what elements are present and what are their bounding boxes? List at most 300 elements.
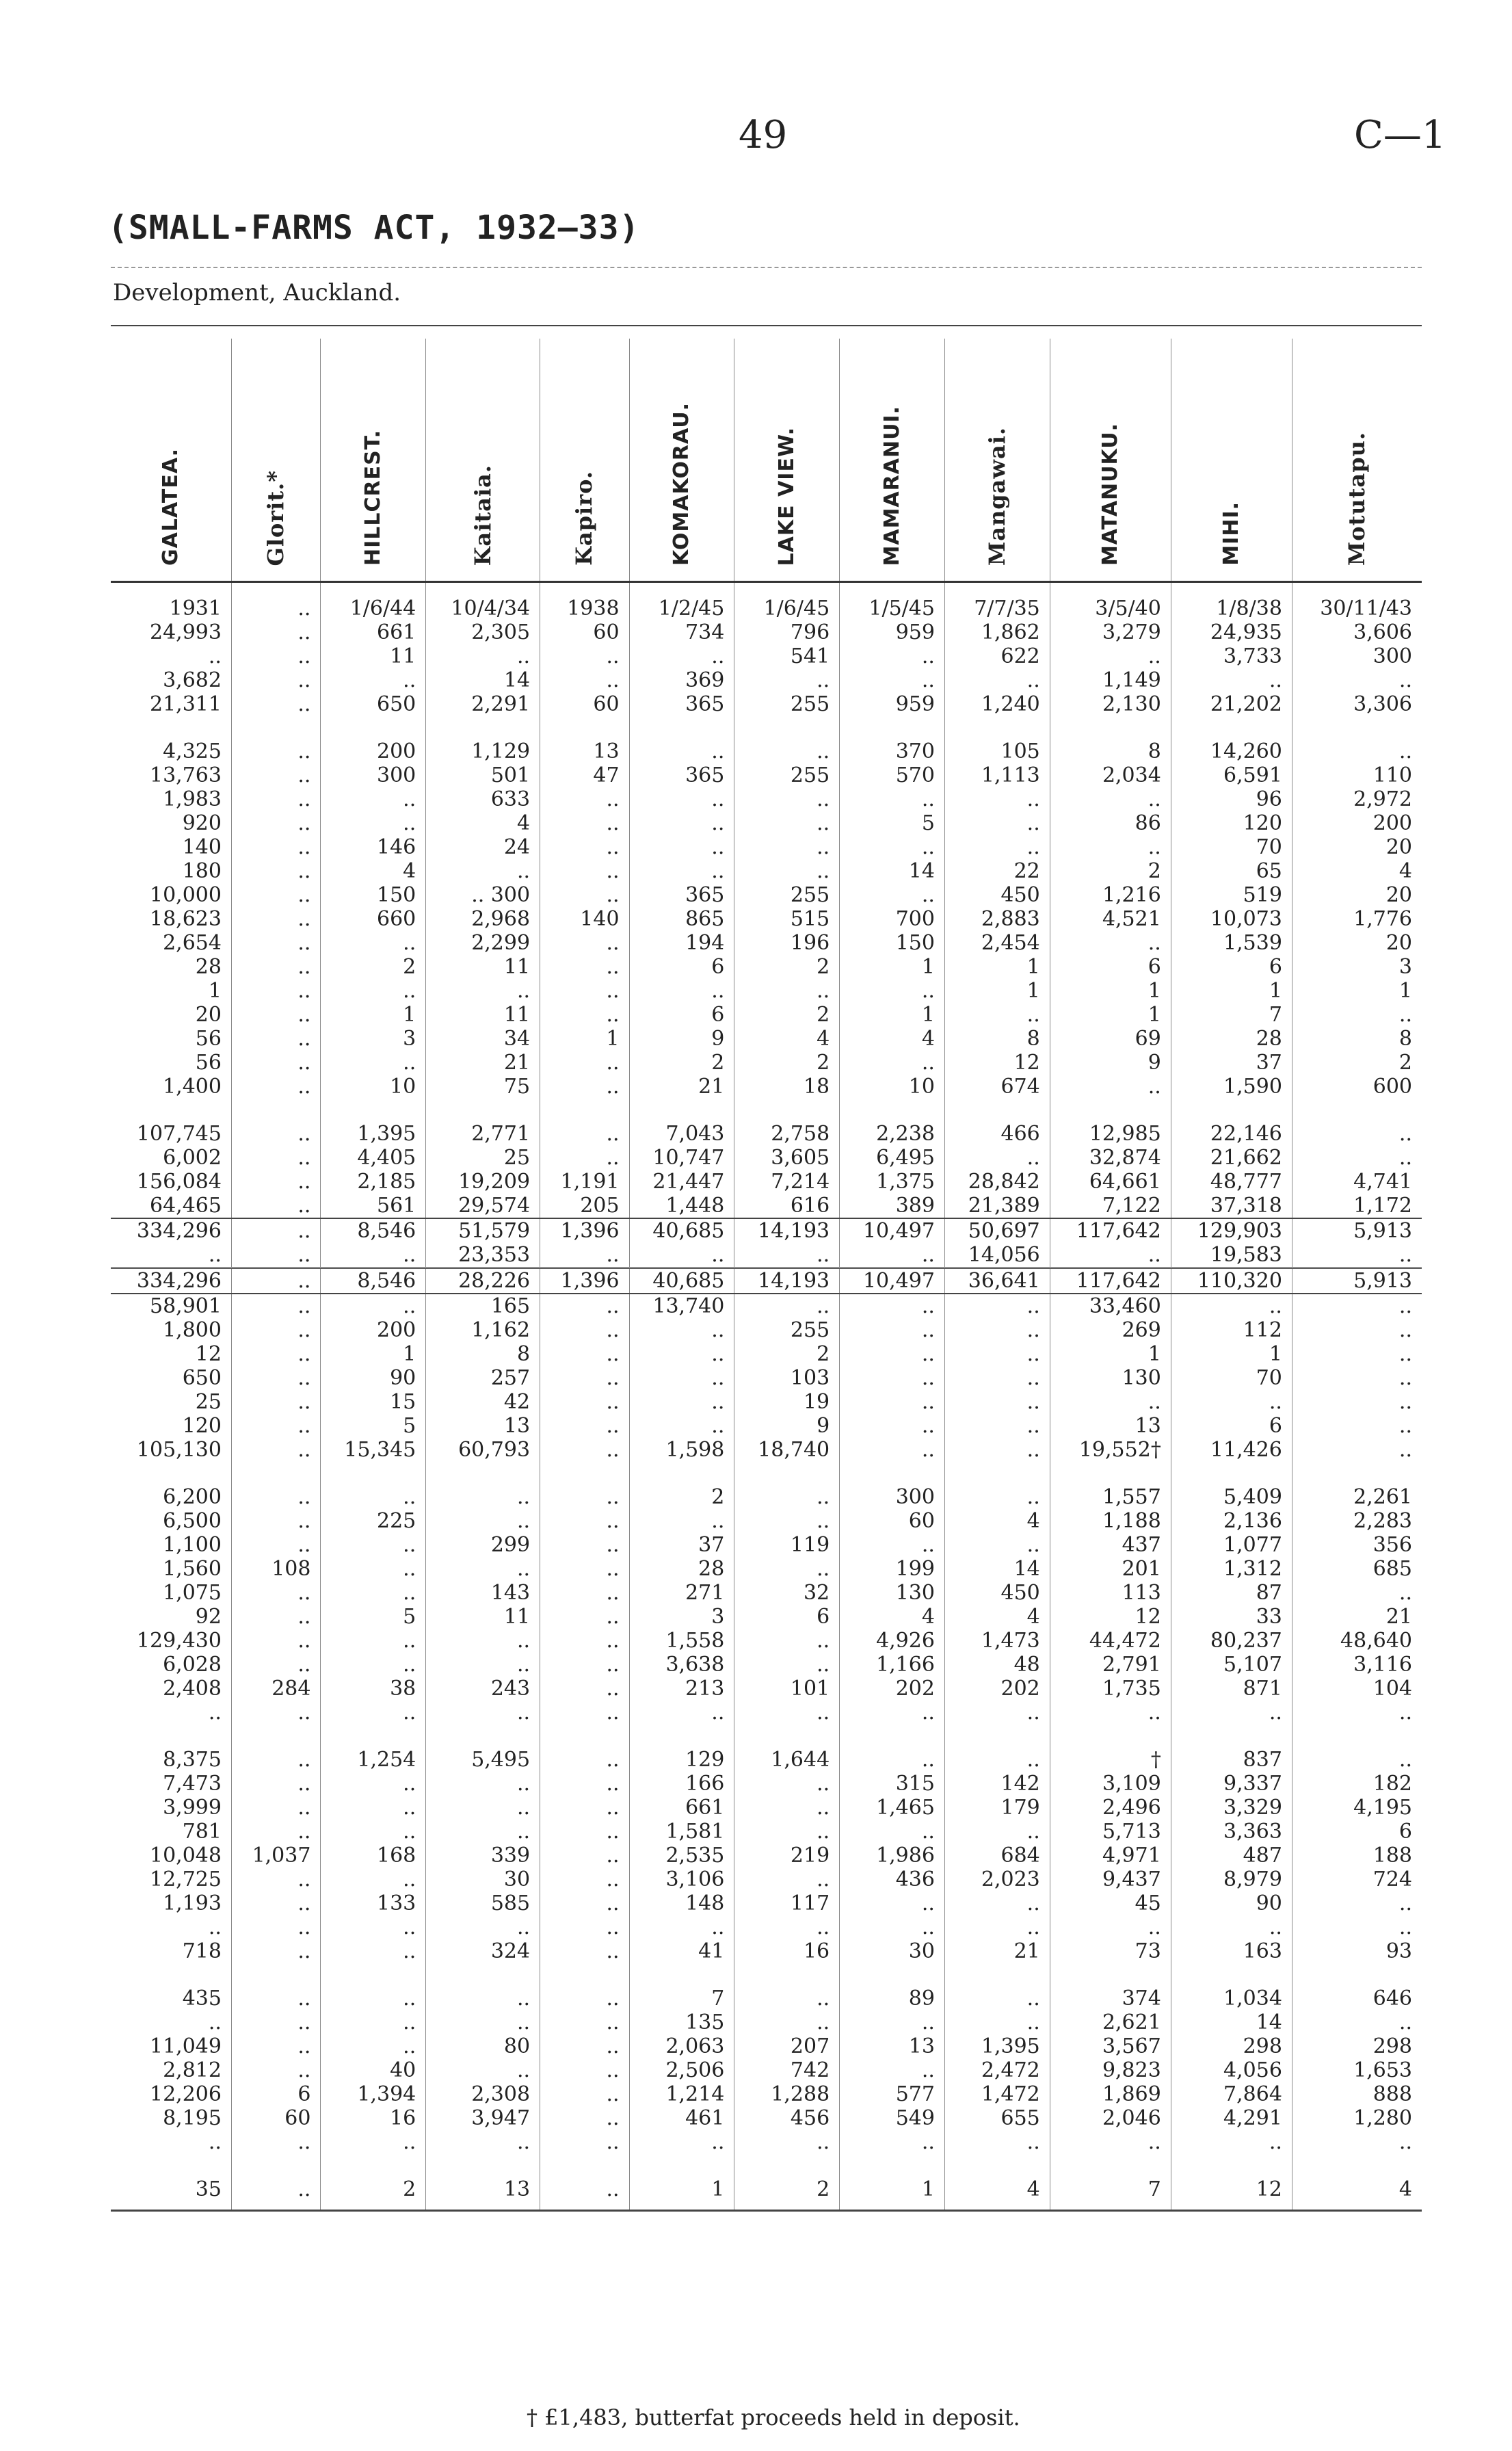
table-cell: .. [208,2010,222,2034]
table-cell: .. [840,1318,945,1342]
table-cell: 1,776 [1292,907,1422,931]
table-cell: 1/8/38 [1171,582,1292,621]
table-cell [231,1963,320,1987]
table-cell: 549 [840,2106,945,2130]
table-cell: 196 [734,931,840,955]
table-cell: 16 [321,2106,426,2130]
table-cell: 742 [734,2058,840,2082]
table-cell: 365 [629,763,734,787]
table-cell: 15,345 [321,1438,426,1462]
table-cell: 1,448 [629,1194,734,1218]
table-cell [840,2154,945,2177]
table-cell: 90 [321,1366,426,1390]
table-cell: 3 [321,1027,426,1051]
table-cell: .. [944,1748,1050,1772]
table-cell: 2,185 [321,1170,426,1194]
table-cell: 1 [321,1003,426,1027]
table-cell: 96 [1171,787,1292,811]
table-cell: 18,740 [734,1438,840,1462]
table-row [111,883,1422,907]
table-cell: 1,162 [426,1318,540,1342]
table-cell: .. [840,668,945,692]
table-cell: 1,395 [321,1122,426,1146]
table-cell: .. [231,787,320,811]
table-cell: 1/6/44 [321,582,426,621]
table-cell: .. [734,1915,840,1939]
table-cell: .. [1292,1390,1422,1414]
table-cell: .. [231,582,320,621]
table-cell: .. [540,1366,629,1390]
table-cell: 117 [734,1891,840,1915]
table-cell: 2,283 [1292,1509,1422,1533]
table-cell: .. [734,1629,840,1653]
table-cell: 298 [1171,2034,1292,2058]
table-row [111,979,1422,1003]
table-cell: 661 [321,620,426,644]
table-cell: .. [734,979,840,1003]
table-row [111,1194,1422,1218]
table-cell: 64,465 [149,1194,222,1218]
table-cell: 255 [734,1318,840,1342]
table-cell: 11 [321,644,426,668]
table-row [111,1342,1422,1366]
table-cell: 7,214 [734,1170,840,1194]
column-header [321,339,426,582]
table-cell: 9 [629,1027,734,1051]
table-cell: 107,745 [136,1122,222,1146]
table-row [111,1218,1422,1243]
table-cell: 7 [629,1987,734,2010]
table-cell: 21,311 [149,692,222,716]
table-cell: 8,375 [163,1748,222,1772]
table-cell: 1,557 [1050,1485,1171,1509]
table-cell: 28,842 [944,1170,1050,1194]
table-cell: .. [231,1987,320,2010]
table-cell: .. [231,763,320,787]
table-cell: 2,034 [1050,763,1171,787]
table-cell: 6 [1050,955,1171,979]
table-row [111,2130,1422,2154]
table-cell: .. [540,1390,629,1414]
table-cell: 34 [426,1027,540,1051]
table-cell [231,1462,320,1485]
table-cell: 135 [629,2010,734,2034]
table-cell: 40,685 [629,1268,734,1294]
table-cell: .. [540,1748,629,1772]
table-cell: .. [231,1653,320,1677]
table-cell: 30/11/43 [1292,582,1422,621]
table-cell: 14,056 [944,1243,1050,1268]
table-cell: 150 [840,931,945,955]
table-cell: 21 [629,1075,734,1099]
table-cell: 6,200 [163,1485,222,1509]
table-cell: 45 [1050,1891,1171,1915]
table-cell: .. [944,1366,1050,1390]
table-cell: 1,560 [163,1557,222,1581]
table-cell: 487 [1171,1844,1292,1867]
table-cell: 243 [426,1677,540,1701]
table-cell: .. [944,1987,1050,2010]
table-cell: .. [321,1701,426,1725]
table-cell: .. [734,859,840,883]
table-cell: 5 [321,1605,426,1629]
table-cell: 501 [426,763,540,787]
table-cell: 14 [1171,2010,1292,2034]
table-cell: 7/7/35 [944,582,1050,621]
table-cell: 370 [840,739,945,763]
table-cell: 334,296 [111,1218,231,1243]
table-cell: 21 [1292,1605,1422,1629]
table-row [111,955,1422,979]
table-cell: 2,791 [1050,1653,1171,1677]
table-cell: .. [734,2130,840,2154]
table-cell: 299 [426,1533,540,1557]
table-cell: 180 [182,859,222,883]
table-cell: .. [629,1318,734,1342]
table-cell: 8,546 [321,1268,426,1294]
column-header [840,339,945,582]
table-cell [321,1725,426,1748]
table-cell [629,1462,734,1485]
table-row [111,1122,1422,1146]
table-cell: 108 [231,1557,320,1581]
table-cell: 148 [629,1891,734,1915]
table-row [111,907,1422,931]
table-cell: .. [1292,1366,1422,1390]
table-cell: 48 [944,1653,1050,1677]
table-row [111,644,1422,668]
table-cell: 2 [629,1485,734,1509]
table-cell: 47 [540,763,629,787]
table-cell: .. [734,1485,840,1509]
table-cell: .. [944,1701,1050,1725]
data-table [111,339,1422,2212]
table-cell: .. [840,1748,945,1772]
column-header-label: Mangawai. [983,426,1010,566]
table-cell: 202 [840,1677,945,1701]
table-cell: 140 [182,835,222,859]
table-cell: .. [629,859,734,883]
column-header [111,339,231,582]
table-cell: .. [231,1075,320,1099]
table-row [111,1963,1422,1987]
table-cell: .. [629,1243,734,1268]
table-cell: 22 [944,859,1050,883]
table-cell: 202 [944,1677,1050,1701]
table-cell: 1,653 [1292,2058,1422,2082]
table-cell [629,1963,734,1987]
table-cell: .. [231,1294,320,1318]
table-cell: 888 [1292,2082,1422,2106]
table-cell: 21 [944,1939,1050,1963]
table-cell: 1,395 [944,2034,1050,2058]
table-cell: 3,733 [1171,644,1292,668]
table-cell: .. [734,811,840,835]
table-cell [426,716,540,739]
table-cell: .. [540,1318,629,1342]
table-cell: .. [231,811,320,835]
table-cell: 199 [840,1557,945,1581]
table-cell: 92 [195,1605,222,1629]
page-subtitle: Development, Auckland. [113,279,401,306]
table-cell: 23,353 [426,1243,540,1268]
table-cell: .. [540,811,629,835]
table-row [111,1748,1422,1772]
table-cell: 110,320 [1171,1268,1292,1294]
table-cell: 1,396 [540,1218,629,1243]
table-row [111,1701,1422,1725]
table-cell: 80,237 [1171,1629,1292,1653]
column-header-label: Glorit.* [263,469,289,566]
table-cell: .. [231,1003,320,1027]
table-cell: 36,641 [944,1268,1050,1294]
table-cell: .. [944,2010,1050,2034]
table-cell: 519 [1171,883,1292,907]
table-cell [540,2154,629,2177]
table-cell: .. [426,1485,540,1509]
table-cell [944,1462,1050,1485]
table-cell: .. [426,1509,540,1533]
table-cell: 2,023 [944,1867,1050,1891]
page-title: (SMALL-FARMS ACT, 1932–33) [108,209,640,247]
table-cell: .. [629,1701,734,1725]
table-cell: .. [734,668,840,692]
table-cell: 436 [840,1867,945,1891]
table-cell: .. [231,1027,320,1051]
column-header-label: MATANUKU. [1098,422,1123,566]
table-cell [1171,716,1292,739]
table-cell: 7,864 [1171,2082,1292,2106]
table-cell: .. [540,1485,629,1509]
table-row [111,1294,1422,1318]
table-cell: 10,497 [840,1218,945,1243]
table-cell: .. [540,1796,629,1820]
table-cell: .. [540,2058,629,2082]
table-cell: 143 [426,1581,540,1605]
table-cell: .. [734,1653,840,1677]
table-cell: .. [540,1653,629,1677]
table-cell: 14,260 [1171,739,1292,763]
table-cell: .. [321,1939,426,1963]
table-cell: 13 [426,1414,540,1438]
table-cell: 796 [734,620,840,644]
table-cell [840,1099,945,1122]
table-row [111,668,1422,692]
column-header-label: Kaitaia. [469,464,496,566]
table-cell: 32,874 [1050,1146,1171,1170]
table-cell: 8,195 [163,2106,222,2130]
table-cell: 300 [840,1485,945,1509]
table-cell: 6 [734,1605,840,1629]
table-row [111,1891,1422,1915]
table-cell: .. [426,2010,540,2034]
table-cell: .. [321,1557,426,1581]
table-cell: 561 [321,1194,426,1218]
table-cell: 1 [1050,1342,1171,1366]
table-cell: .. [231,2177,320,2211]
table-cell: .. [734,1701,840,1725]
table-row [111,1438,1422,1462]
table-cell: .. [231,1605,320,1629]
table-cell: 2,136 [1171,1509,1292,1533]
table-cell: 2 [321,2177,426,2211]
table-cell: 10 [321,1075,426,1099]
table-cell: .. [1292,1891,1422,1915]
table-cell [426,1099,540,1122]
table-cell: 257 [426,1366,540,1390]
table-cell: .. [1292,739,1422,763]
table-cell: 12,725 [149,1867,222,1891]
table-cell: 4,521 [1050,907,1171,931]
table-cell: 146 [321,835,426,859]
title-rule [111,267,1422,268]
table-cell: 13 [426,2177,540,2211]
table-cell: 1,472 [944,2082,1050,2106]
table-cell: .. [944,811,1050,835]
column-header [734,339,840,582]
table-body [111,582,1422,2211]
table-cell: 2,472 [944,2058,1050,2082]
table-cell: .. [231,2010,320,2034]
table-cell: 150 [321,883,426,907]
table-cell: 20 [1292,931,1422,955]
table-cell: 120 [182,1414,222,1438]
table-cell: .. [231,1748,320,1772]
table-cell: .. [629,2130,734,2154]
table-cell: 5,107 [1171,1653,1292,1677]
table-cell: .. [231,979,320,1003]
table-cell: 1,216 [1050,883,1171,907]
table-row [111,1170,1422,1194]
table-cell [1050,1462,1171,1485]
table-cell [111,1963,231,1987]
table-cell: 21,662 [1171,1146,1292,1170]
table-row [111,2154,1422,2177]
table-cell: .. [231,1243,320,1268]
table-cell: .. [426,2130,540,2154]
table-cell [944,2154,1050,2177]
table-cell: 19,583 [1171,1243,1292,1268]
table-cell: .. [426,1796,540,1820]
table-row [111,716,1422,739]
table-row [111,1003,1422,1027]
table-cell: .. [321,811,426,835]
table-cell: 105,130 [136,1438,222,1462]
table-cell: 2,771 [426,1122,540,1146]
table-cell [1050,2154,1171,2177]
table-cell: 130 [840,1581,945,1605]
table-cell: 6,002 [163,1146,222,1170]
column-header-label: MIHI. [1219,501,1244,566]
table-cell: .. [540,1677,629,1701]
table-cell: 661 [629,1796,734,1820]
table-cell: 35 [111,2177,231,2211]
table-cell: 781 [182,1820,222,1844]
table-cell: 3 [629,1605,734,1629]
table-cell: 570 [840,763,945,787]
table-cell [321,1963,426,1987]
table-cell: .. [231,955,320,979]
table-cell: .. [540,1075,629,1099]
table-cell [321,2154,426,2177]
table-row [111,620,1422,644]
table-cell: .. [944,835,1050,859]
table-cell: 1 [321,1342,426,1366]
table-cell: 21,389 [944,1194,1050,1218]
table-cell: .. [321,2130,426,2154]
column-header [231,339,320,582]
table-cell: 28,226 [426,1268,540,1294]
table-row [111,1867,1422,1891]
table-cell: .. [540,883,629,907]
table-cell: 6 [1292,1820,1422,1844]
table-cell: .. [208,1915,222,1939]
table-cell: 40,685 [629,1218,734,1243]
table-cell [1050,1963,1171,1987]
table-cell: 3,306 [1292,692,1422,716]
table-cell: 70 [1171,835,1292,859]
table-cell [1292,716,1422,739]
table-cell: 3,682 [163,668,222,692]
table-cell: 1 [840,2177,945,2211]
table-row [111,1318,1422,1342]
table-cell: 56 [195,1051,222,1075]
table-row [111,1915,1422,1939]
table-cell [540,1099,629,1122]
table-cell: 18 [734,1075,840,1099]
table-cell: 1,735 [1050,1677,1171,1701]
table-cell: 30 [840,1939,945,1963]
table-cell [231,716,320,739]
table-cell: 2 [734,955,840,979]
table-cell: .. [629,1342,734,1366]
table-cell: 456 [734,2106,840,2130]
table-cell: 334,296 [111,1268,231,1294]
table-cell: 5 [321,1414,426,1438]
table-cell: .. [629,1915,734,1939]
table-cell: 6 [1171,955,1292,979]
table-cell: 105 [944,739,1050,763]
table-cell: 12 [1050,1605,1171,1629]
table-cell: .. [1171,1915,1292,1939]
table-cell: 1,077 [1171,1533,1292,1557]
table-cell: 5,409 [1171,1485,1292,1509]
table-cell: 871 [1171,1677,1292,1701]
table-cell: 48,777 [1171,1170,1292,1194]
table-cell: 9 [1050,1051,1171,1075]
table-cell: 9 [734,1414,840,1438]
table-row [111,2058,1422,2082]
table-cell: 1,075 [163,1581,222,1605]
table-cell: 13 [540,739,629,763]
table-cell: 2,812 [163,2058,222,2082]
table-cell: 1931 [169,597,222,620]
table-cell: .. [1050,1701,1171,1725]
table-cell: 1,800 [163,1318,222,1342]
table-cell: 10,048 [149,1844,222,1867]
table-cell: 21 [426,1051,540,1075]
table-cell: .. [540,1146,629,1170]
table-cell: .. [231,668,320,692]
table-cell: .. [734,1243,840,1268]
table-cell: 32 [734,1581,840,1605]
table-cell: .. [840,1414,945,1438]
table-cell: 44,472 [1050,1629,1171,1653]
table-cell: .. [944,1820,1050,1844]
table-cell: .. [629,644,734,668]
table-cell [1292,1725,1422,1748]
table-cell: 60 [540,692,629,716]
